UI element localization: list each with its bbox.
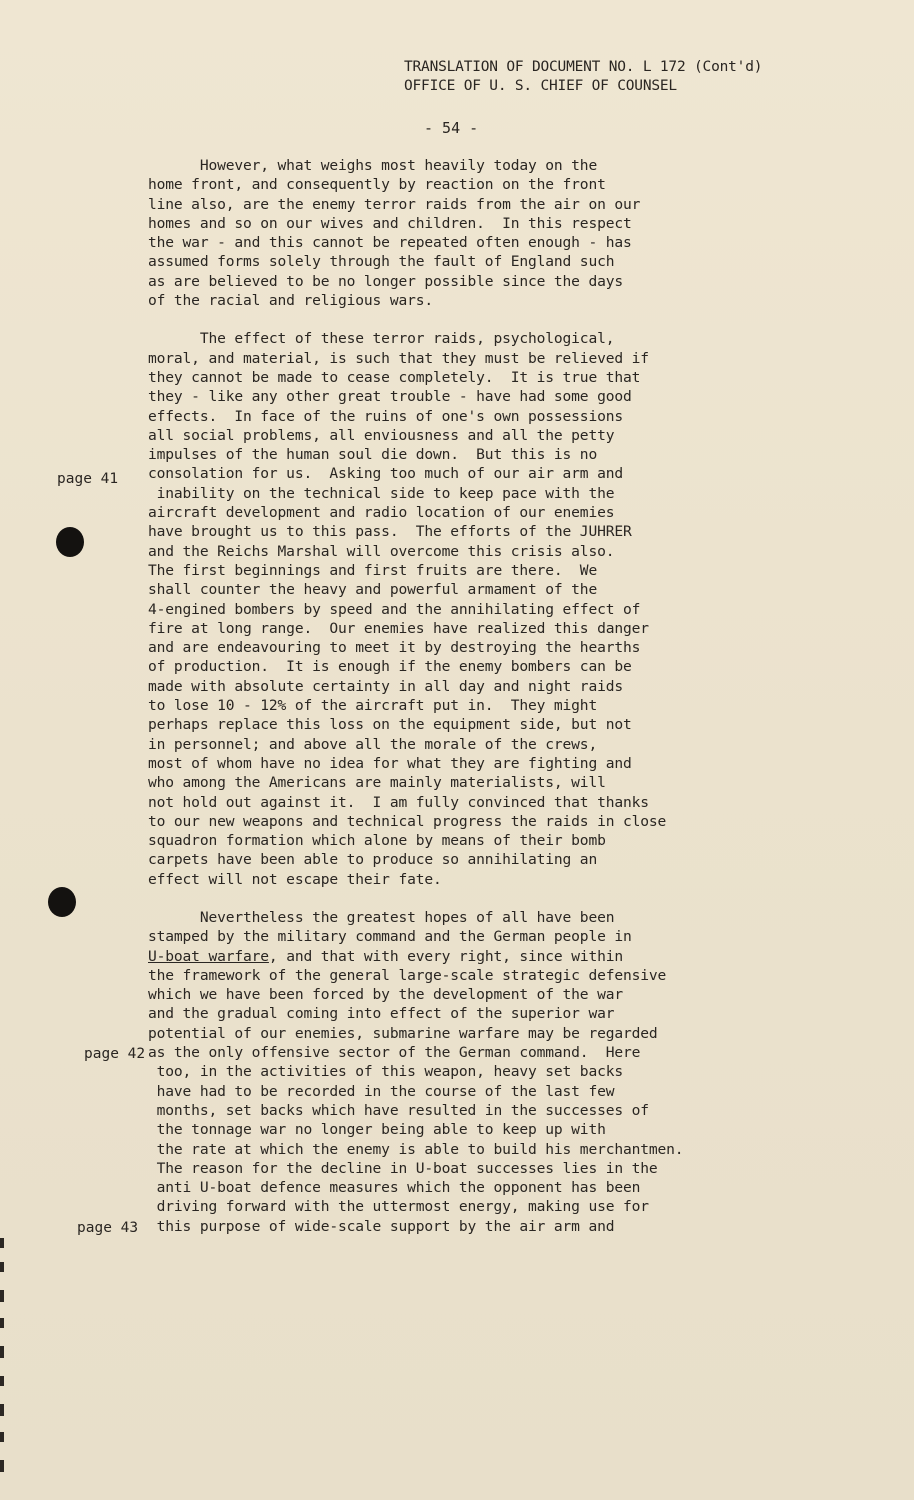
edge-mark (0, 1238, 4, 1248)
text-line: of production. It is enough if the enemy bombers can be (148, 658, 632, 676)
text-line: stamped by the military command and the German people in (148, 928, 632, 946)
text-line: inability on the technical side to keep pace with the (148, 484, 615, 502)
text-line: too, in the activities of this weapon, heavy set backs (148, 1063, 623, 1081)
text-line: they - like any other great trouble - have had some good (148, 388, 632, 406)
text-line: in personnel; and above all the morale of the crews, (148, 735, 598, 753)
text-line: carpets have been able to produce so annihilating an (148, 851, 598, 869)
text-line: they cannot be made to cease completely. It is true that (148, 368, 641, 386)
text-line: and the gradual coming into effect of the superior war (148, 1005, 615, 1023)
header-line-1: TRANSLATION OF DOCUMENT NO. L 172 (Cont'd) (404, 59, 763, 75)
text-line: this purpose of wide-scale support by the air arm and (148, 1217, 615, 1235)
edge-mark (0, 1376, 4, 1386)
text-line: The reason for the decline in U-boat successes lies in the (148, 1159, 658, 1177)
text-line: all social problems, all enviousness and all the petty (148, 426, 615, 444)
text-line: not hold out against it. I am fully convinced that thanks (148, 793, 649, 811)
text-line: most of whom have no idea for what they are fighting and (148, 754, 632, 772)
edge-mark (0, 1404, 4, 1416)
text-line: to our new weapons and technical progress the raids in close (148, 812, 667, 830)
text-line: anti U-boat defence measures which the opponent has been (148, 1179, 641, 1197)
text-line: have brought us to this pass. The efforts of the JUHRER (148, 523, 632, 541)
text-line: as are believed to be no longer possible since the days (148, 272, 623, 290)
header-line-2: OFFICE OF U. S. CHIEF OF COUNSEL (404, 78, 677, 94)
text-line: U-boat warfare, and that with every right, since within (148, 947, 624, 965)
text-line: the rate at which the enemy is able to build his merchantmen. (148, 1140, 684, 1158)
text-line: effect will not escape their fate. (148, 870, 442, 888)
text-line: have had to be recorded in the course of the last few (148, 1082, 615, 1100)
margin-note-page-42: page 42 (84, 1046, 146, 1062)
text-line: Nevertheless the greatest hopes of all have been (148, 908, 615, 926)
text-line: as the only offensive sector of the German command. Here (148, 1044, 641, 1062)
text-line: and the Reichs Marshal will overcome this crisis also. (148, 542, 615, 560)
text-line: months, set backs which have resulted in the successes of (148, 1101, 649, 1119)
text-line: the tonnage war no longer being able to keep up with (148, 1121, 606, 1139)
margin-note-page-41: page 41 (57, 471, 119, 487)
edge-mark (0, 1318, 4, 1328)
text-line: The first beginnings and first fruits are there. We (148, 561, 598, 579)
text-line: driving forward with the uttermost energy, making use for (148, 1198, 649, 1216)
punch-hole (48, 887, 76, 917)
text-line: homes and so on our wives and children. In this respect (148, 214, 632, 232)
text-line: perhaps replace this loss on the equipment side, but not (148, 716, 632, 734)
text-line: which we have been forced by the development of the war (148, 986, 623, 1004)
text-line: who among the Americans are mainly materialists, will (148, 774, 606, 792)
text-line: 4-engined bombers by speed and the annihilating effect of (148, 600, 641, 618)
punch-hole (56, 527, 84, 557)
text-line: effects. In face of the ruins of one's own possessions (148, 407, 623, 425)
text-line: to lose 10 - 12% of the aircraft put in. They might (148, 697, 598, 715)
text-line: shall counter the heavy and powerful armament of the (148, 581, 598, 599)
text-line: of the racial and religious wars. (148, 292, 433, 310)
text-line: line also, are the enemy terror raids from the air on our (148, 195, 641, 213)
document-header (404, 58, 762, 96)
edge-mark (0, 1346, 4, 1358)
text-line: the war - and this cannot be repeated often enough - has (148, 234, 632, 252)
paragraph (148, 908, 768, 1236)
text-line: home front, and consequently by reaction on the front (148, 176, 606, 194)
text-line: squadron formation which alone by means of their bomb (148, 832, 606, 850)
text-line: impulses of the human soul die down. But this is no (148, 446, 598, 464)
text-line: and are endeavouring to meet it by destroying the hearths (148, 639, 641, 657)
margin-note-page-43: page 43 (77, 1220, 139, 1236)
text-line: made with absolute certainty in all day and night raids (148, 677, 623, 695)
edge-mark (0, 1460, 4, 1472)
text-line: potential of our enemies, submarine warfare may be regarded (148, 1024, 658, 1042)
text-line: fire at long range. Our enemies have realized this danger (148, 619, 649, 637)
underlined-phrase: U-boat warfare (148, 947, 269, 965)
edge-mark (0, 1432, 4, 1442)
text-line: the framework of the general large-scale strategic defensive (148, 966, 667, 984)
paragraph (148, 156, 768, 310)
edge-mark (0, 1290, 4, 1302)
body-text (148, 156, 768, 1236)
text-line: moral, and material, is such that they must be relieved if (148, 349, 649, 367)
text-line: consolation for us. Asking too much of our air arm and (148, 465, 623, 483)
text-line: However, what weighs most heavily today on the (148, 157, 598, 174)
page-number: - 54 - (424, 119, 479, 137)
paragraph (148, 329, 768, 889)
edge-mark (0, 1262, 4, 1272)
text-line: The effect of these terror raids, psychological, (148, 330, 615, 348)
text-line: assumed forms solely through the fault of England such (148, 253, 615, 271)
text-line: aircraft development and radio location of our enemies (148, 504, 615, 522)
